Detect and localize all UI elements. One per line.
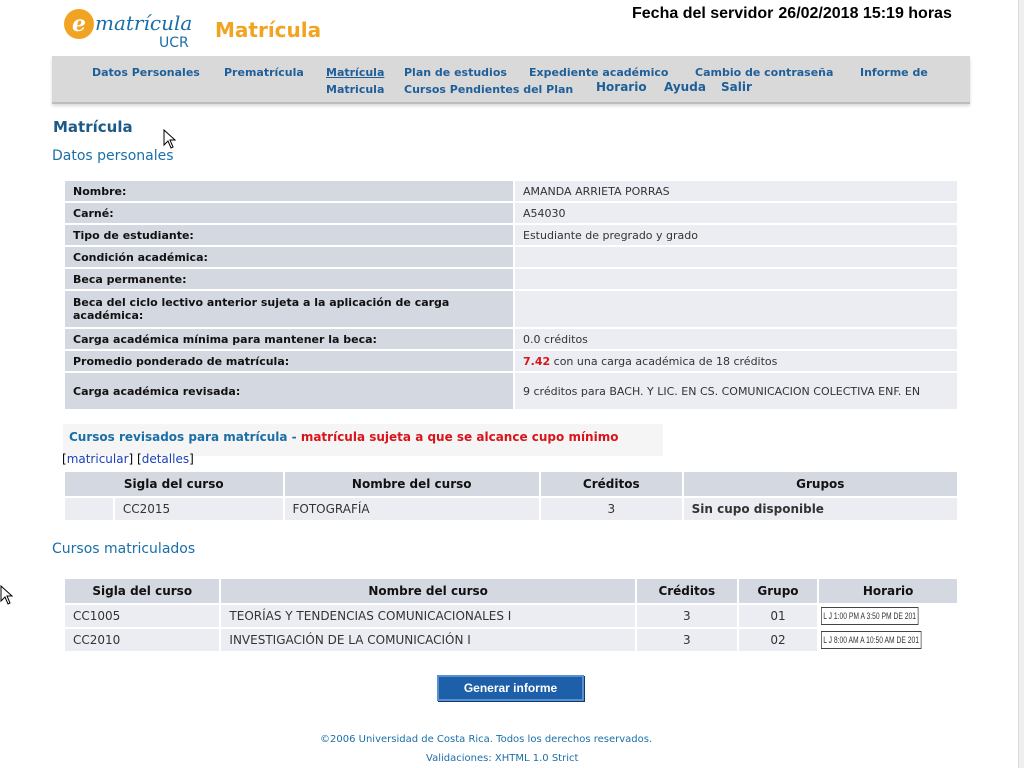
course-code: CC2015	[114, 497, 284, 521]
field-value: A54030	[514, 202, 958, 224]
table-row	[64, 628, 958, 652]
personal-data-title: Datos personales	[52, 148, 174, 164]
column-header: Nombre del curso	[220, 578, 635, 604]
table-row	[64, 372, 958, 410]
logo-word: matrícula	[95, 11, 193, 35]
enrolled-courses-title: Cursos matriculados	[52, 541, 196, 557]
column-header: Sigla del curso	[64, 578, 220, 604]
server-datetime	[627, 5, 952, 23]
validation-label: Validaciones:	[426, 753, 492, 764]
field-label: Promedio ponderado de matrícula:	[64, 350, 514, 372]
field-value	[514, 290, 958, 328]
field-value: Estudiante de pregrado y grado	[514, 224, 958, 246]
mouse-pointer-icon	[163, 129, 177, 149]
field-label: Carga académica mínima para mantener la beca:	[64, 328, 514, 350]
course-code: CC2010	[64, 628, 220, 652]
field-label: Nombre:	[64, 180, 514, 202]
logo-ucr: UCR	[159, 35, 189, 50]
matricula-ucr-logo	[62, 6, 207, 50]
mouse-pointer-icon	[0, 585, 14, 605]
column-header: Grupo	[738, 578, 818, 604]
main-nav	[52, 56, 970, 104]
nav-cambio-contrasena[interactable]: Cambio de contraseña	[695, 66, 834, 79]
nav-salir[interactable]: Salir	[721, 80, 752, 94]
field-label: Beca del ciclo lectivo anterior sujeta a la aplicación de carga académica:	[64, 290, 514, 328]
field-value: AMANDA ARRIETA PORRAS	[514, 180, 958, 202]
table-row	[64, 268, 958, 290]
table-row	[64, 497, 958, 521]
column-header: Nombre del curso	[284, 471, 540, 497]
column-header: Créditos	[636, 578, 738, 604]
server-datetime-label: Fecha del servidor	[632, 5, 774, 22]
column-header: Horario	[818, 578, 958, 604]
details-link[interactable]: detalles	[141, 452, 190, 466]
page-title: Matrícula	[53, 118, 133, 136]
nav-informe-de[interactable]: Informe de	[860, 66, 928, 79]
enrolled-courses-table	[63, 577, 959, 653]
server-datetime-value: 26/02/2018 15:19 horas	[778, 5, 952, 22]
table-row	[64, 328, 958, 350]
reviewed-courses-links: [matricular] [detalles]	[62, 452, 194, 466]
schedule-text: L J 8:00 AM A 10:50 AM DE 201	[821, 631, 921, 649]
table-row	[64, 290, 958, 328]
personal-data-table	[63, 179, 959, 411]
nav-informe-matricula[interactable]: Matricula	[326, 83, 385, 96]
field-value: 9 créditos para BACH. Y LIC. EN CS. COMUNICACION COLECTIVA ENF. EN	[514, 372, 958, 410]
header-title: Matrícula	[215, 18, 322, 42]
window-edge	[1018, 0, 1024, 768]
field-label: Beca permanente:	[64, 268, 514, 290]
course-schedule	[818, 604, 958, 628]
logo-e: e	[72, 11, 86, 37]
column-header: Créditos	[540, 471, 683, 497]
column-header: Sigla del curso	[64, 471, 284, 497]
field-value: 0.0 créditos	[514, 328, 958, 350]
column-header: Grupos	[683, 471, 958, 497]
course-group: 01	[738, 604, 818, 628]
field-label: Condición académica:	[64, 246, 514, 268]
course-credits: 3	[636, 628, 738, 652]
field-label: Carga académica revisada:	[64, 372, 514, 410]
nav-matricula[interactable]: Matrícula	[326, 66, 385, 79]
minimum-quota-warning: matrícula sujeta a que se alcance cupo mínimo	[300, 430, 619, 444]
course-name: INVESTIGACIÓN DE LA COMUNICACIÓN I	[220, 628, 635, 652]
copyright-notice: ©2006 Universidad de Costa Rica. Todos los derechos reservados.	[320, 734, 653, 745]
table-row	[64, 604, 958, 628]
validation-links	[426, 753, 578, 764]
reviewed-courses-title: Cursos revisados para matrícula -	[69, 430, 301, 444]
field-value	[514, 246, 958, 268]
no-quota-status: Sin cupo disponible	[683, 497, 958, 521]
field-label: Tipo de estudiante:	[64, 224, 514, 246]
table-row	[64, 202, 958, 224]
table-row	[64, 350, 958, 372]
field-label: Carné:	[64, 202, 514, 224]
table-row	[64, 180, 958, 202]
select-cell[interactable]	[64, 497, 114, 521]
course-schedule	[818, 628, 958, 652]
nav-ayuda[interactable]: Ayuda	[664, 80, 706, 94]
schedule-text: L J 1:00 PM A 3:50 PM DE 201	[821, 607, 918, 625]
field-value	[514, 350, 958, 372]
table-header-row	[64, 578, 958, 604]
nav-plan-de-estudios[interactable]: Plan de estudios	[404, 66, 507, 79]
field-value	[514, 268, 958, 290]
nav-prematricula[interactable]: Prematrícula	[224, 66, 304, 79]
course-group: 02	[738, 628, 818, 652]
course-credits: 3	[540, 497, 683, 521]
course-name: TEORÍAS Y TENDENCIAS COMUNICACIONALES I	[220, 604, 635, 628]
enroll-link[interactable]: matricular	[66, 452, 129, 466]
xhtml-validation-link[interactable]: XHTML 1.0 Strict	[494, 753, 579, 764]
nav-horario[interactable]: Horario	[596, 80, 647, 94]
nav-datos-personales[interactable]: Datos Personales	[92, 66, 200, 79]
nav-expediente-academico[interactable]: Expediente académico	[529, 66, 669, 79]
table-row	[64, 246, 958, 268]
table-row	[64, 224, 958, 246]
reviewed-courses-table	[63, 470, 959, 522]
course-credits: 3	[636, 604, 738, 628]
nav-cursos-pendientes[interactable]: Cursos Pendientes del Plan	[404, 83, 574, 96]
course-name: FOTOGRAFÍA	[284, 497, 540, 521]
weighted-average: 7.42	[523, 354, 551, 368]
course-code: CC1005	[64, 604, 220, 628]
generate-report-button[interactable]: Generar informe	[437, 675, 584, 701]
table-header-row	[64, 471, 958, 497]
weighted-average-note: con una carga académica de 18 créditos	[553, 354, 778, 368]
